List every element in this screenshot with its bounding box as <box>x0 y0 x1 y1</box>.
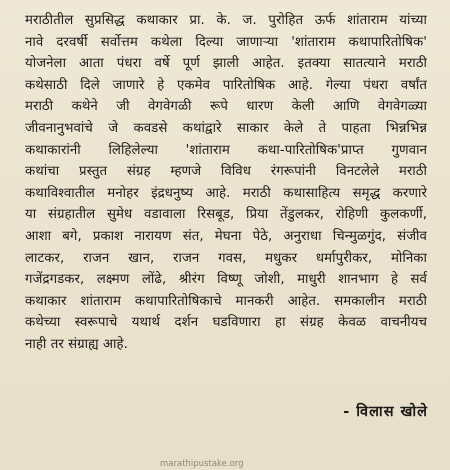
blurb-line: कथाविश्वातील मनोहर इंद्रधनुष्य आहे. मराठी कथासाहित्य समृद्ध करणारे <box>25 185 427 201</box>
blurb-line: मराठीतील सुप्रसिद्ध कथाकार प्रा. के. ज. पुरोहित ऊर्फ शांताराम यांच्या <box>25 13 427 28</box>
blurb-line: कथाकारांनी लिहिलेल्या 'शांताराम कथा-पारितोषिक'प्राप्त गुणवान <box>25 142 427 158</box>
blurb-line: कथांचा प्रस्तुत संग्रह म्हणजे विविध रंगरूपांनी विनटलेले मराठी <box>25 164 427 180</box>
blurb-line: या संग्रहातील सुमेध वडावाला रिसबूड, प्रिया तेंडुलकर, रोहिणी कुलकर्णी, <box>25 207 427 223</box>
author-signature: - विलास खोले <box>343 404 428 420</box>
website-watermark: marathipustake.org <box>160 459 244 469</box>
blurb-line: गजेंद्रगडकर, लक्ष्मण लोंढे, श्रीरंग विष्णू जोशी, माधुरी शानभाग हे सर्व <box>25 272 427 288</box>
blurb-line: नाही तर संग्राह्य आहे. <box>25 336 128 352</box>
blurb-paragraph <box>25 10 427 356</box>
blurb-line: कथाकार शांताराम कथापारितोषिकाचे मानकरी आहेत. समकालीन मराठी <box>25 293 427 309</box>
blurb-line: कथेसाठी दिले जाणारे हे एकमेव पारितोषिक आहे. गेल्या पंधरा वर्षांत <box>25 77 427 93</box>
blurb-line: कथेच्या स्वरूपाचे यथार्थ दर्शन घडविणारा हा संग्रह केवळ वाचनीयच <box>25 315 427 331</box>
blurb-line: लाटकर, राजन खान, राजन गवस, मधुकर धर्मापुरीकर, मोनिका <box>25 250 427 266</box>
blurb-line: मराठी कथेने जी वेगवेगळी रूपे धारण केली आणि वेगवेगळ्या <box>25 99 427 115</box>
blurb-line: योजनेला आता पंधरा वर्षे पूर्ण झाली आहेत. इतक्या सातत्याने मराठी <box>25 56 427 72</box>
blurb-line: नावे दरवर्षी सर्वोत्तम कथेला दिल्या जाणाऱ्या 'शांताराम कथापारितोषिक' <box>25 34 427 50</box>
blurb-line: जीवनानुभवांचे जे कवडसे कथांद्वारे साकार केले ते पाहता भिन्नभिन्न <box>25 120 427 136</box>
blurb-line: आशा बगे, प्रकाश नारायण संत, मेघना पेठे, अनुराधा चिन्मुळगुंद, संजीव <box>25 228 427 244</box>
